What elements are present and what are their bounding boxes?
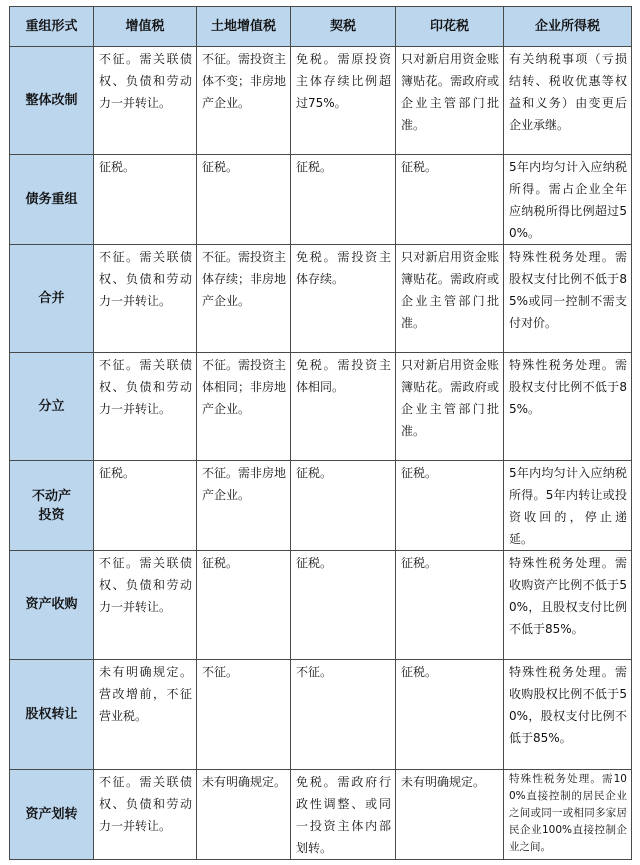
row-label: 股权转让 xyxy=(10,660,94,770)
cell-corporate-income-tax: 5年内均匀计入应纳税所得。5年内转让或投资收回的，停止递延。 xyxy=(504,461,632,551)
cell-stamp-duty: 未有明确规定。 xyxy=(396,770,504,860)
cell-deed-tax: 免税。需投资主体相同。 xyxy=(291,353,396,461)
cell-corporate-income-tax: 特殊性税务处理。需收购资产比例不低于50%，且股权支付比例不低于85%。 xyxy=(504,551,632,660)
cell-corporate-income-tax: 5年内均匀计入应纳税所得。需占企业全年应纳税所得比例超过50%。 xyxy=(504,155,632,245)
cell-stamp-duty: 只对新启用资金账簿贴花。需政府或企业主管部门批准。 xyxy=(396,47,504,155)
cell-corporate-income-tax: 有关纳税事项（亏损结转、税收优惠等权益和义务）由变更后企业承继。 xyxy=(504,47,632,155)
row-label: 债务重组 xyxy=(10,155,94,245)
table-row xyxy=(10,245,632,353)
cell-corporate-income-tax: 特殊性税务处理。需股权支付比例不低于85%。 xyxy=(504,353,632,461)
cell-corporate-income-tax: 特殊性税务处理。需100%直接控制的居民企业之间或同一或相同多家居民企业100%直接控制企业之间。 xyxy=(504,770,632,860)
header-deed-tax: 契税 xyxy=(291,7,396,47)
cell-deed-tax: 免税。需原投资主体存续比例超过75%。 xyxy=(291,47,396,155)
cell-stamp-duty: 只对新启用资金账簿贴花。需政府或企业主管部门批准。 xyxy=(396,245,504,353)
cell-vat: 征税。 xyxy=(94,461,197,551)
cell-land-vat: 征税。 xyxy=(197,551,291,660)
cell-vat: 不征。需关联债权、负债和劳动力一并转让。 xyxy=(94,47,197,155)
cell-land-vat: 不征。需非房地产企业。 xyxy=(197,461,291,551)
table-row xyxy=(10,155,632,245)
cell-vat: 不征。需关联债权、负债和劳动力一并转让。 xyxy=(94,551,197,660)
cell-vat: 不征。需关联债权、负债和劳动力一并转让。 xyxy=(94,245,197,353)
header-corporate-income-tax: 企业所得税 xyxy=(504,7,632,47)
table-row xyxy=(10,47,632,155)
cell-stamp-duty: 征税。 xyxy=(396,660,504,770)
cell-corporate-income-tax: 特殊性税务处理。需收购股权比例不低于50%，股权支付比例不低于85%。 xyxy=(504,660,632,770)
header-restructuring-form: 重组形式 xyxy=(10,7,94,47)
row-label xyxy=(10,461,94,551)
row-label: 整体改制 xyxy=(10,47,94,155)
cell-stamp-duty: 只对新启用资金账簿贴花。需政府或企业主管部门批准。 xyxy=(396,353,504,461)
cell-land-vat: 不征。需投资主体相同；非房地产企业。 xyxy=(197,353,291,461)
table-row xyxy=(10,770,632,860)
cell-deed-tax: 征税。 xyxy=(291,461,396,551)
row-label-line-1: 不动产 xyxy=(31,488,71,504)
row-label: 资产划转 xyxy=(10,770,94,860)
cell-stamp-duty: 征税。 xyxy=(396,155,504,245)
row-label-line-2: 投资 xyxy=(38,507,65,523)
cell-deed-tax: 免税。需政府行政性调整、或同一投资主体内部划转。 xyxy=(291,770,396,860)
header-stamp-duty: 印花税 xyxy=(396,7,504,47)
header-row xyxy=(10,7,632,47)
row-label: 合并 xyxy=(10,245,94,353)
table-row xyxy=(10,461,632,551)
cell-corporate-income-tax: 特殊性税务处理。需股权支付比例不低于85%或同一控制不需支付对价。 xyxy=(504,245,632,353)
cell-land-vat: 不征。 xyxy=(197,660,291,770)
cell-vat: 不征。需关联债权、负债和劳动力一并转让。 xyxy=(94,770,197,860)
cell-vat: 不征。需关联债权、负债和劳动力一并转让。 xyxy=(94,353,197,461)
cell-deed-tax: 征税。 xyxy=(291,155,396,245)
cell-land-vat: 未有明确规定。 xyxy=(197,770,291,860)
cell-land-vat: 不征。需投资主体存续；非房地产企业。 xyxy=(197,245,291,353)
cell-vat: 未有明确规定。营改增前，不征营业税。 xyxy=(94,660,197,770)
table-row xyxy=(10,353,632,461)
row-label: 分立 xyxy=(10,353,94,461)
cell-vat: 征税。 xyxy=(94,155,197,245)
cell-deed-tax: 不征。 xyxy=(291,660,396,770)
cell-land-vat: 征税。 xyxy=(197,155,291,245)
cell-deed-tax: 免税。需投资主体存续。 xyxy=(291,245,396,353)
cell-stamp-duty: 征税。 xyxy=(396,461,504,551)
table-row xyxy=(10,660,632,770)
header-vat: 增值税 xyxy=(94,7,197,47)
cell-deed-tax: 征税。 xyxy=(291,551,396,660)
header-land-vat: 土地增值税 xyxy=(197,7,291,47)
row-label: 资产收购 xyxy=(10,551,94,660)
cell-land-vat: 不征。需投资主体不变；非房地产企业。 xyxy=(197,47,291,155)
cell-stamp-duty: 征税。 xyxy=(396,551,504,660)
tax-comparison-table xyxy=(9,6,632,860)
table-row xyxy=(10,551,632,660)
